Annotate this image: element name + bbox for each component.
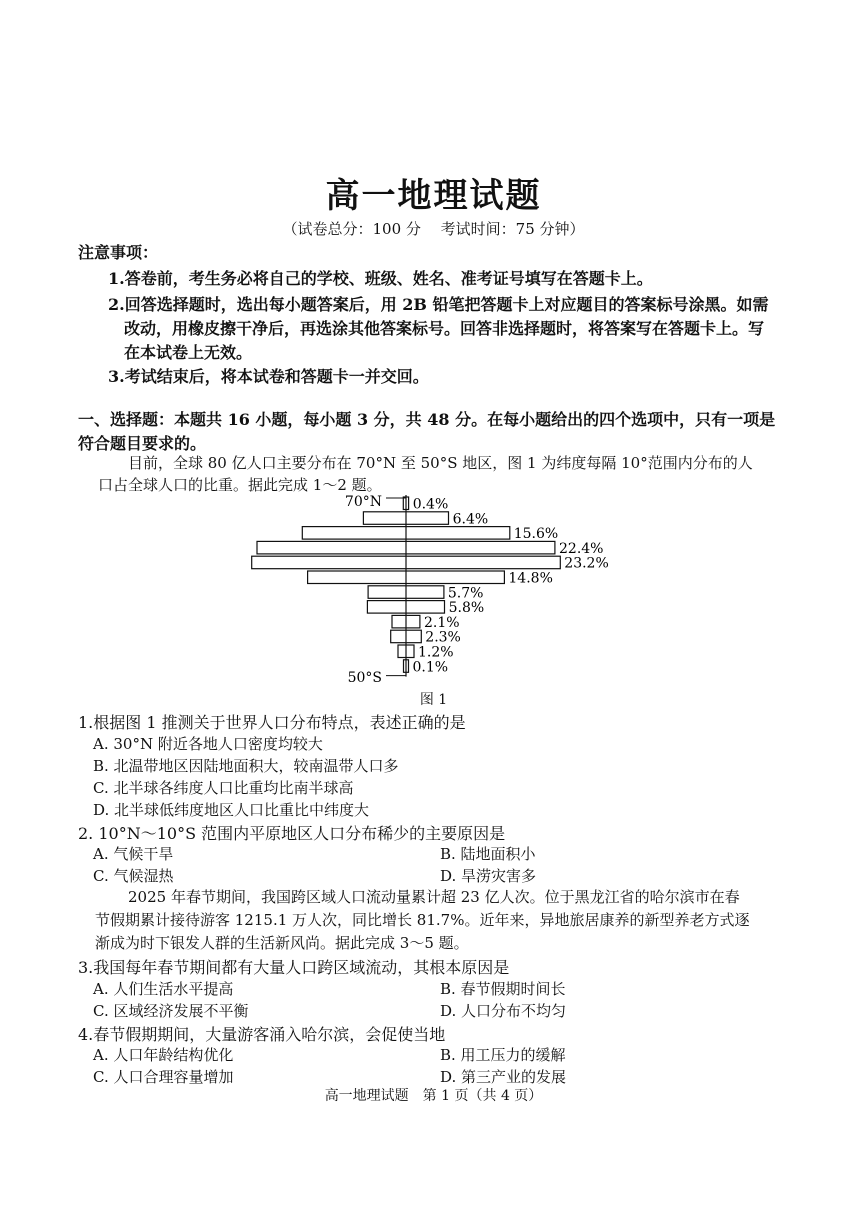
- option: C. 人口合理容量增加: [93, 1068, 234, 1086]
- option: B. 用工压力的缓解: [440, 1046, 566, 1064]
- figure-caption: 图 1: [419, 692, 448, 708]
- bar-value-label: 1.2%: [418, 644, 454, 661]
- bar-value-label: 23.2%: [564, 555, 609, 572]
- question-stem: 4.春节假期期间，大量游客涌入哈尔滨，会促使当地: [78, 1025, 446, 1044]
- page-footer: 高一地理试题 第 1 页（共 4 页）: [324, 1088, 543, 1104]
- option: C. 气候湿热: [93, 867, 174, 885]
- option: A. 气候干旱: [93, 845, 174, 863]
- option: A. 人们生活水平提高: [93, 980, 234, 998]
- bar-value-label: 14.8%: [508, 570, 553, 587]
- option: B. 陆地面积小: [440, 845, 536, 863]
- notice-line: 2.回答选择题时，选出每小题答案后，用 2B 铅笔把答题卡上对应题目的答案标号涂黑。如需: [108, 295, 769, 314]
- notice-line: 改动，用橡皮擦干净后，再选涂其他答案标号。回答非选择题时，将答案写在答题卡上。写: [124, 319, 765, 338]
- option: D. 旱涝灾害多: [440, 867, 537, 885]
- bar-value-label: 2.1%: [424, 614, 460, 631]
- bar-value-label: 0.4%: [412, 496, 449, 513]
- lat-label-top: 70°N: [344, 494, 382, 510]
- question-stem: 3.我国每年春节期间都有大量人口跨区域流动，其根本原因是: [78, 958, 510, 977]
- notice-line: 在本试卷上无效。: [124, 343, 253, 362]
- bar-value-label: 15.6%: [513, 526, 559, 543]
- bar-value-label: 5.8%: [448, 600, 485, 617]
- notice-line: 1.答卷前，考生务必将自己的学校、班级、姓名、准考证号填写在答题卡上。: [108, 269, 653, 288]
- notice-line: 3.考试结束后，将本试卷和答题卡一并交回。: [108, 367, 429, 386]
- exam-subtitle: （试卷总分：100 分 考试时间：75 分钟）: [282, 220, 585, 238]
- bar-value-label: 0.1%: [412, 659, 449, 676]
- question-stem: 1.根据图 1 推测关于世界人口分布特点，表述正确的是: [78, 713, 466, 732]
- option: D. 北半球低纬度地区人口比重比中纬度大: [93, 801, 370, 819]
- bar-value-label: 5.7%: [447, 585, 484, 602]
- notice-heading: 注意事项：: [78, 243, 159, 262]
- intro-paragraph: 口占全球人口的比重。据此完成 1～2 题。: [98, 476, 382, 494]
- intro-paragraph: 目前，全球 80 亿人口主要分布在 70°N 至 50°S 地区，图 1 为纬度每隔 10°范围内分布的人: [128, 454, 753, 472]
- section-heading: 一、选择题：本题共 16 小题，每小题 3 分，共 48 分。在每小题给出的四个选项中，只有一项是: [78, 410, 776, 429]
- bar-value-label: 6.4%: [452, 511, 489, 528]
- option: A. 30°N 附近各地人口密度均较大: [93, 735, 323, 753]
- option: C. 区域经济发展不平衡: [93, 1002, 249, 1020]
- option: C. 北半球各纬度人口比重均比南半球高: [93, 779, 354, 797]
- question-stem: 2. 10°N～10°S 范围内平原地区人口分布稀少的主要原因是: [78, 824, 506, 843]
- option: A. 人口年龄结构优化: [93, 1046, 234, 1064]
- section-heading: 符合题目要求的。: [78, 434, 207, 453]
- exam-title: 高一地理试题: [325, 176, 542, 216]
- lat-label-bottom: 50°S: [347, 670, 382, 686]
- bar-value-label: 2.3%: [425, 629, 461, 646]
- intro-paragraph: 节假期累计接待游客 1215.1 万人次，同比增长 81.7%。近年来，异地旅居康养的新型养老方式逐: [95, 911, 750, 929]
- option: D. 人口分布不均匀: [440, 1002, 567, 1020]
- option: D. 第三产业的发展: [440, 1068, 567, 1086]
- intro-paragraph: 2025 年春节期间，我国跨区域人口流动量累计超 23 亿人次。位于黑龙江省的哈尔滨市在春: [128, 888, 740, 906]
- option: B. 北温带地区因陆地面积大，较南温带人口多: [93, 757, 399, 775]
- population-latitude-chart: [240, 487, 620, 687]
- option: B. 春节假期时间长: [440, 980, 566, 998]
- intro-paragraph: 渐成为时下银发人群的生活新风尚。据此完成 3～5 题。: [95, 934, 469, 952]
- bar-value-label: 22.4%: [559, 540, 604, 557]
